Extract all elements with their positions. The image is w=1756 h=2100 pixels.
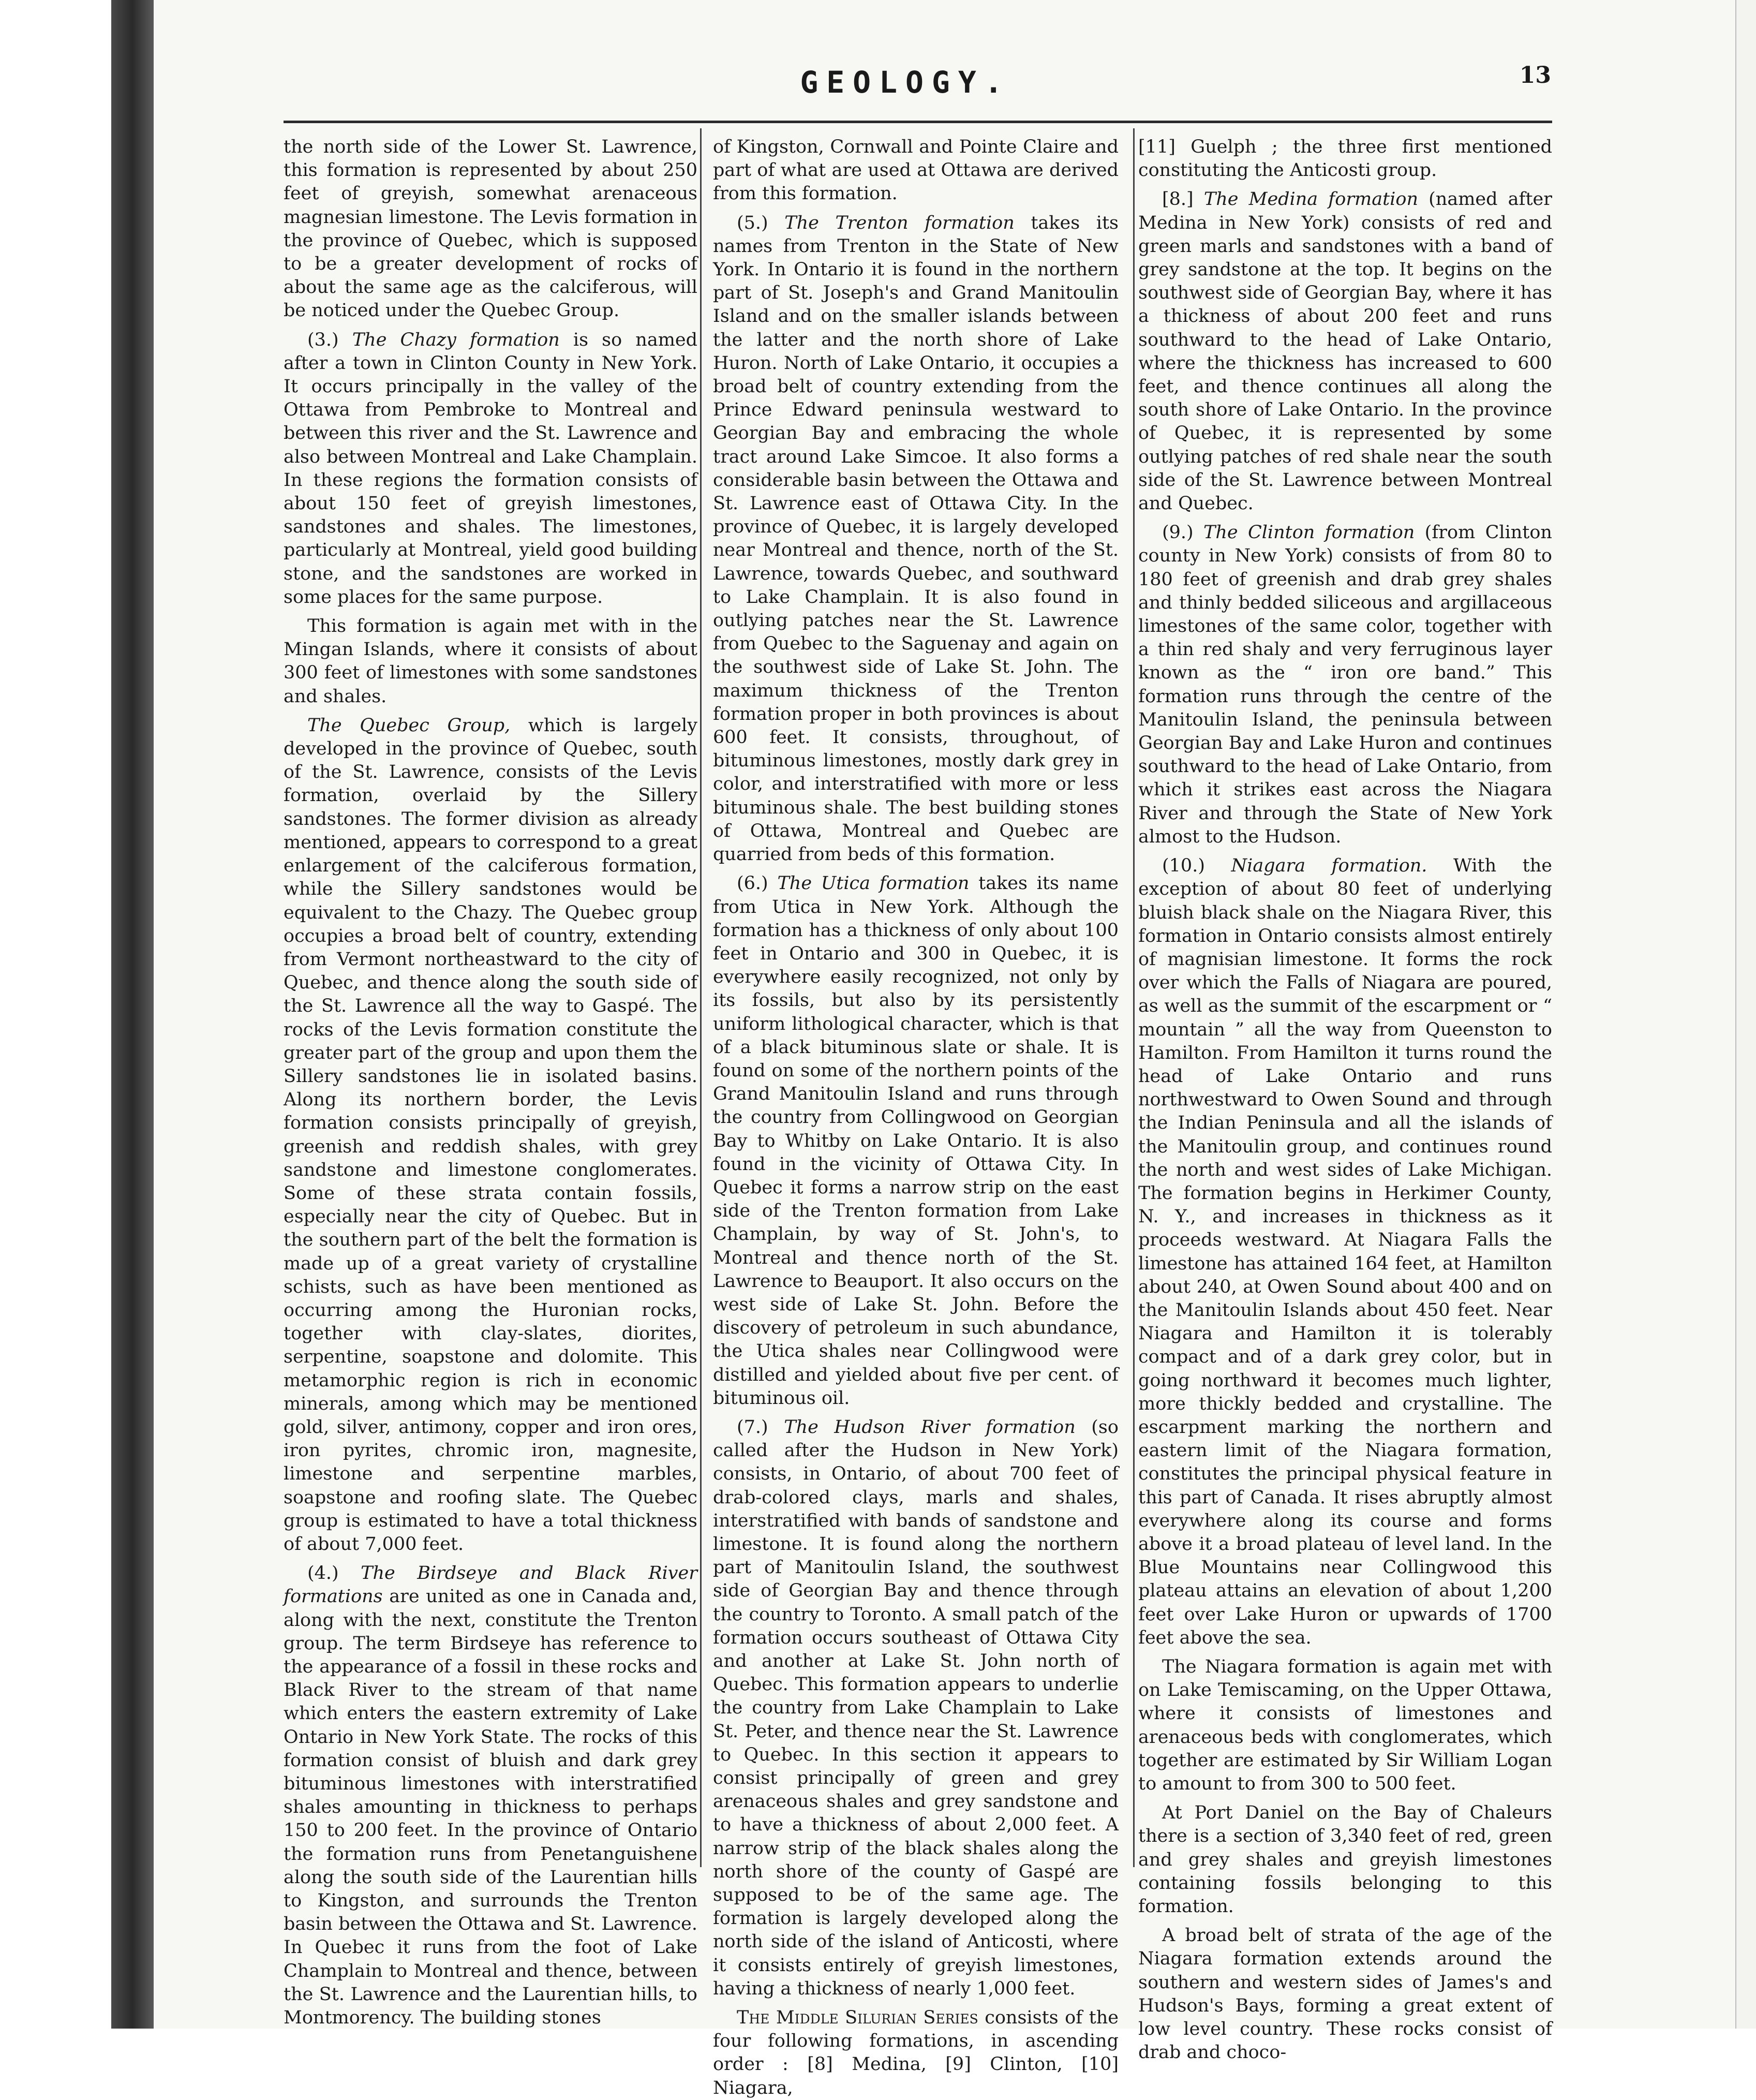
paragraph [713, 2006, 1119, 2100]
text-column-3 [1138, 136, 1552, 2063]
formation-name: The Birdseye and Black River formations [284, 1563, 697, 1607]
section-number: (4.) [307, 1563, 339, 1584]
paragraph [284, 136, 697, 323]
paragraph [1138, 188, 1552, 515]
formation-name: The Trenton formation [784, 212, 1015, 233]
column-divider-2 [1133, 128, 1135, 1867]
paragraph [1138, 1801, 1552, 1918]
paragraph-text: At Port Daniel on the Bay of Chaleurs there is a section of 3,340 feet of red, green and grey shales and greyish limestones containing fossils belonging to this formation. [1138, 1802, 1552, 1917]
paragraph-text: (from Clinton county in New York) consists of from 80 to 180 feet of greenish and drab grey shales and thinly bedded siliceous and argillaceous limestones of the same color, together with a thin red shaly and very ferruginous layer known as the “ iron ore band.” This formation runs through the centre of the Manitoulin Island, the peninsula between Georgian Bay and Lake Huron and continues southward to the head of Lake Ontario, from which it strikes east across the Niagara River and through the State of New York almost to the Hudson. [1138, 522, 1552, 847]
paragraph-text: With the exception of about 80 feet of underlying bluish black shale on the Niagara River, this formation in Ontario consists almost entirely of magnisian limestone. It forms the rock over which the Falls of Niagara are poured, as well as the summit of the escarpment or “ mountain ” all the way from Queenston to Hamilton. From Hamilton it turns round the head of Lake Ontario and runs northwestward to Owen Sound and through the Indian Peninsula and all the islands of the Manitoulin group, and continues round the north and west sides of Lake Michigan. The formation begins in Herkimer County, N. Y., and increases in thickness as it proceeds westward. At Niagara Falls the limestone has attained 164 feet, at Hamilton about 240, at Owen Sound about 400 and on the Manitoulin Islands about 450 feet. Near Niagara and Hamilton it is tolerably compact and of a dark grey color, but in going northward it becomes much lighter, more thickly bedded and crystalline. The escarpment marking the northern and eastern limit of the Niagara formation, constitutes the principal physical feature in this part of Canada. It rises abruptly almost everywhere along its course and forms above it a broad plateau of level land. In the Blue Mountains near Collingwood this plateau attains an elevation of about 1,200 feet over Lake Huron or upwards of 1700 feet above the sea. [1138, 855, 1552, 1648]
paragraph [713, 212, 1119, 867]
section-number: (10.) [1162, 855, 1205, 877]
paragraph [1138, 1655, 1552, 1796]
paragraph-text: is so named after a town in Clinton County in New York. It occurs principally in the valley of the Ottawa from Pembroke to Montreal and between this river and the St. Lawrence and also between Montreal and Lake Champlain. In these regions the formation consists of about 150 feet of greyish limestones, sandstones and shales. The limestones, particularly at Montreal, yield good building stone, and the sandstones are worked in some places for the same purpose. [284, 329, 698, 608]
paragraph [284, 714, 697, 1556]
page-edge [1735, 0, 1756, 2029]
paragraph [1138, 1924, 1552, 2064]
paragraph-text: A broad belt of strata of the age of the Niagara formation extends around the southern and western sides of James's and Hudson's Bays, forming a great extent of low level country. These rocks consist of drab and choco- [1138, 1925, 1552, 2063]
header-rule [284, 121, 1552, 123]
paragraph-text: (named after Medina in New York) consists of red and green marls and sandstones with a band of grey sandstone at the top. It begins on the southwest side of Georgian Bay, where it has a thickness of about 200 feet and runs southward to the head of Lake Ontario, where the thickness has increased to 600 feet, and thence continues all along the south shore of Lake Ontario. In the province of Quebec, it is represented by some outlying patches of red shale near the south side of the St. Lawrence between Montreal and Quebec. [1138, 189, 1552, 514]
paragraph [713, 1416, 1119, 2001]
text-column-1 [284, 136, 698, 2029]
section-number: (6.) [737, 873, 768, 894]
section-number: (5.) [737, 212, 768, 233]
book-spine-shadow [111, 0, 154, 2029]
section-number: (9.) [1162, 522, 1194, 543]
formation-name: Niagara formation. [1231, 855, 1427, 877]
paragraph [713, 136, 1119, 206]
series-heading: The Middle Silurian Series [737, 2007, 978, 2029]
formation-name: The Hudson River formation [784, 1416, 1076, 1438]
paragraph [713, 872, 1119, 1410]
paragraph [284, 329, 697, 609]
section-number: (3.) [307, 329, 339, 350]
paragraph [1138, 521, 1552, 849]
formation-name: The Medina formation [1203, 189, 1418, 210]
paragraph-text: takes its name from Utica in New York. Although the formation has a thickness of only about 100 feet in Ontario and 300 in Quebec, it is everywhere easily recognized, not only by its fossils, but also by its persistently uniform lithological character, which is that of a black bituminous slate or shale. It is found on some of the northern points of the Grand Manitoulin Island and runs through the country from Collingwood on Georgian Bay to Whitby on Lake Ontario. It is also found in the vicinity of Ottawa City. In Quebec it forms a narrow strip on the east side of the Trenton formation from Lake Champlain, by way of St. John's, to Montreal and thence north of the St. Lawrence to Beauport. It also occurs on the west side of Lake St. John. Before the discovery of petroleum in such abundance, the Utica shales near Collingwood were distilled and yielded about five per cent. of bituminous oil. [713, 873, 1119, 1409]
formation-name: The Utica formation [777, 873, 970, 894]
column-divider-1 [700, 128, 702, 1867]
formation-name: The Clinton formation [1203, 522, 1415, 543]
paragraph [284, 1562, 697, 2030]
paragraph-text: which is largely developed in the province of Quebec, south of the St. Lawrence, consists of the Levis formation, overlaid by the Sillery sandstones. The former division as already mentioned, appears to correspond to a great enlargement of the calciferous formation, while the Sillery sandstones would be equivalent to the Chazy. The Quebec group occupies a broad belt of country, extending from Vermont northeastward to the city of Quebec, and thence along the south side of the St. Lawrence all the way to Gaspé. The rocks of the Levis formation constitute the greater part of the group and upon them the Sillery sandstones lie in isolated basins. Along its northern border, the Levis formation consists principally of greyish, greenish and reddish shales, with grey sandstone and limestone conglomerates. Some of these strata contain fossils, especially near the city of Quebec. But in the southern part of the belt the formation is made up of a great variety of crystalline schists, such as have been mentioned as occurring among the Huronian rocks, together with clay-slates, diorites, serpentine, soapstone and dolomite. This metamorphic region is rich in economic minerals, among which may be mentioned gold, silver, antimony, copper and iron ores, iron pyrites, chromic iron, magnesite, limestone and serpentine marbles, soapstone and roofing slate. The Quebec group is estimated to have a total thickness of about 7,000 feet. [284, 715, 697, 1555]
section-number: (7.) [737, 1416, 768, 1438]
paragraph-text: of Kingston, Cornwall and Pointe Claire and part of what are used at Ottawa are derived from this formation. [713, 137, 1119, 204]
paragraph-text: consists of the four following formations, in ascending order : [8] Medina, [9] Clinton, [10] Niagara, [713, 2007, 1119, 2098]
text-column-2 [713, 136, 1119, 2098]
formation-name: The Quebec Group, [307, 715, 511, 736]
page-number: 13 [1519, 62, 1551, 88]
running-header-title: GEOLOGY. [800, 65, 1011, 100]
paragraph [1138, 854, 1552, 1650]
paragraph-text: This formation is again met with in the Mingan Islands, where it consists of about 300 feet of limestones with some sandstones and shales. [284, 616, 697, 707]
formation-name: The Chazy formation [352, 329, 560, 350]
paragraph-text: (so called after the Hudson in New York) consists, in Ontario, of about 700 feet of drab-colored clays, marls and shales, interstratified with bands of sandstone and limestone. It is found along the northern part of Manitoulin Island, the southwest side of Georgian Bay and thence through the country to Toronto. A small patch of the formation occurs southeast of Ottawa City and another at Lake St. John north of Quebec. This formation appears to underlie the country from Lake Champlain to Lake St. Peter, and thence near the St. Lawrence to Quebec. In this section it appears to consist principally of green and grey arenaceous shales and grey sandstone and to have a thickness of about 2,000 feet. A narrow strip of the black shales along the north shore of the county of Gaspé are supposed to be of the same age. The formation is largely developed along the north side of the island of Anticosti, where it consists entirely of greyish limestones, having a thickness of nearly 1,000 feet. [713, 1416, 1119, 1999]
section-number: [8.] [1162, 189, 1194, 210]
paragraph [284, 615, 697, 708]
paragraph-text: takes its names from Trenton in the State of New York. In Ontario it is found in the northern part of St. Joseph's and Grand Manitoulin Island and on the smaller islands between the latter and the north shore of Lake Huron. North of Lake Ontario, it occupies a broad belt of country extending from the Prince Edward peninsula westward to Georgian Bay and embracing the whole tract around Lake Simcoe. It also forms a considerable basin between the Ottawa and St. Lawrence east of Ottawa City. In the province of Quebec, it is largely developed near Montreal and thence, north of the St. Lawrence, towards Quebec, and southward to Lake Champlain. It is also found in outlying patches near the St. Lawrence from Quebec to the Saguenay and again on the southwest side of Lake St. John. The maximum thickness of the Trenton formation proper in both provinces is about 600 feet. It consists, throughout, of bituminous limestones, mostly dark grey in color, and interstratified with more or less bituminous shale. The best building stones of Ottawa, Montreal and Quebec are quarried from beds of this formation. [713, 212, 1119, 865]
paragraph-text: The Niagara formation is again met with on Lake Temiscaming, on the Upper Ottawa, where it consists of limestones and arenaceous beds with conglomerates, which together are estimated by Sir William Logan to amount to from 300 to 500 feet. [1138, 1657, 1552, 1795]
paragraph-text: the north side of the Lower St. Lawrence, this formation is represented by about 250 feet of greyish, somewhat arenaceous magnesian limestone. The Levis formation in the province of Quebec, which is supposed to be a greater development of rocks of about the same age as the calciferous, will be noticed under the Quebec Group. [284, 137, 697, 321]
paragraph-text: are united as one in Canada and, along with the next, constitute the Trenton group. The term Birdseye has reference to the appearance of a fossil in these rocks and Black River to the stream of that name which enters the eastern extremity of Lake Ontario in New York State. The rocks of this formation consist of bluish and dark grey bituminous limestones with interstratified shales amounting in thickness to perhaps 150 to 200 feet. In the province of Ontario the formation runs from Penetanguishene along the south side of the Laurentian hills to Kingston, and surrounds the Trenton basin between the Ottawa and St. Lawrence. In Quebec it runs from the foot of Lake Champlain to Montreal and thence, between the St. Lawrence and the Laurentian hills, to Montmorency. The building stones [284, 1586, 697, 2029]
paragraph [1138, 136, 1552, 182]
paragraph-text: [11] Guelph ; the three first mentioned constituting the Anticosti group. [1138, 137, 1552, 181]
